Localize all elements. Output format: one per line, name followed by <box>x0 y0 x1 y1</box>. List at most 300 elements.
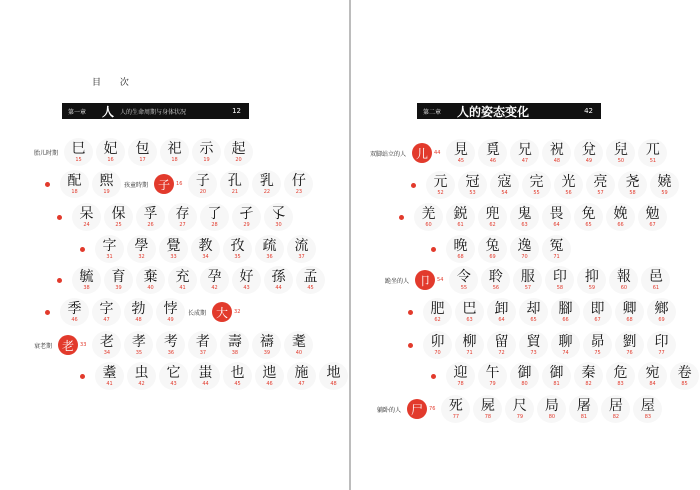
character-entry[interactable] <box>128 138 157 166</box>
row-bullet <box>57 215 62 220</box>
character-page-number: 43 <box>243 284 250 291</box>
character-entry[interactable] <box>264 203 293 231</box>
character-entry[interactable] <box>510 235 539 263</box>
character-entry[interactable] <box>296 266 325 294</box>
character-entry[interactable] <box>519 331 548 359</box>
character-entry[interactable] <box>601 395 630 423</box>
character-entry[interactable] <box>127 235 156 263</box>
character-glyph: 地 <box>326 364 341 381</box>
character-entry[interactable] <box>319 362 348 390</box>
character-entry[interactable] <box>638 203 667 231</box>
character-page-number: 51 <box>649 157 657 164</box>
character-page-number: 58 <box>629 189 636 196</box>
character-glyph: 御 <box>549 364 564 381</box>
character-glyph: 即 <box>590 300 605 317</box>
character-entry[interactable] <box>160 138 189 166</box>
character-glyph: 字 <box>102 237 117 254</box>
character-entry[interactable] <box>569 395 598 423</box>
character-page-number: 62 <box>489 221 496 228</box>
character-page-number: 73 <box>530 349 537 356</box>
chapter-number: 第二章 <box>423 108 442 116</box>
character-page-number: 74 <box>562 349 569 356</box>
character-entry[interactable] <box>577 266 606 294</box>
character-entry[interactable] <box>473 395 502 423</box>
character-entry[interactable] <box>223 235 252 263</box>
character-entry[interactable] <box>446 362 475 390</box>
character-entry[interactable] <box>633 395 662 423</box>
character-entry[interactable] <box>545 266 574 294</box>
character-entry[interactable] <box>64 138 93 166</box>
character-glyph: 冤 <box>549 237 564 254</box>
character-glyph: 勉 <box>645 205 660 222</box>
character-glyph: 起 <box>231 140 246 157</box>
character-entry[interactable] <box>136 203 165 231</box>
character-entry[interactable] <box>95 362 124 390</box>
character-page-number: 60 <box>425 221 432 228</box>
character-page-number: 46 <box>489 157 497 164</box>
character-page-number: 34 <box>103 349 111 356</box>
character-page-number: 49 <box>585 157 593 164</box>
character-entry[interactable] <box>188 170 217 198</box>
character-page-number: 67 <box>649 221 656 228</box>
character-entry[interactable] <box>537 395 566 423</box>
character-entry[interactable] <box>188 331 217 359</box>
character-page-number: 16 <box>107 156 114 163</box>
character-page-number: 37 <box>199 349 207 356</box>
character-entry[interactable] <box>609 266 638 294</box>
character-page-number: 35 <box>135 349 143 356</box>
character-page-number: 43 <box>170 380 177 387</box>
character-entry[interactable] <box>542 235 571 263</box>
character-page-number: 48 <box>135 316 142 323</box>
character-entry[interactable] <box>542 362 571 390</box>
character-page-number: 15 <box>75 156 82 163</box>
character-glyph: 晚 <box>453 237 468 254</box>
character-page-number: 65 <box>585 221 592 228</box>
character-entry[interactable] <box>487 298 516 326</box>
character-page-number: 27 <box>179 221 186 228</box>
character-glyph: 考 <box>163 333 178 350</box>
character-glyph: 娩 <box>613 205 628 222</box>
section-page-number: 44 <box>434 150 441 156</box>
character-entry[interactable] <box>647 298 676 326</box>
character-entry[interactable] <box>232 203 261 231</box>
character-glyph: 疏 <box>262 237 277 254</box>
character-page-number: 47 <box>298 380 305 387</box>
section-page-number: 33 <box>80 342 87 348</box>
character-entry[interactable] <box>284 170 313 198</box>
character-page-number: 68 <box>457 253 464 260</box>
character-entry[interactable] <box>551 298 580 326</box>
character-entry[interactable] <box>478 203 507 231</box>
character-page-number: 40 <box>295 349 303 356</box>
character-entry[interactable] <box>647 331 676 359</box>
character-page-number: 69 <box>658 316 665 323</box>
character-entry[interactable] <box>72 203 101 231</box>
section-label: 跪坐的人 <box>385 277 410 285</box>
character-glyph: 孫 <box>271 268 286 285</box>
character-entry[interactable] <box>542 203 571 231</box>
character-entry[interactable] <box>287 362 316 390</box>
character-glyph: 兄 <box>517 141 532 158</box>
character-page-number: 33 <box>170 253 177 260</box>
character-entry[interactable] <box>264 266 293 294</box>
character-glyph: 迎 <box>453 364 468 381</box>
character-page-number: 67 <box>594 316 601 323</box>
character-glyph: 孜 <box>230 237 245 254</box>
character-page-number: 20 <box>199 188 207 195</box>
character-entry[interactable] <box>606 139 635 167</box>
character-entry[interactable] <box>606 203 635 231</box>
character-glyph: 兀 <box>645 141 660 158</box>
character-row <box>431 235 574 263</box>
character-entry[interactable] <box>574 203 603 231</box>
character-entry[interactable] <box>510 362 539 390</box>
character-glyph: 抑 <box>584 268 599 285</box>
character-glyph: 者 <box>195 333 210 350</box>
character-entry[interactable] <box>455 331 484 359</box>
section-page-number: 16 <box>176 181 183 187</box>
character-page-number: 85 <box>681 380 688 387</box>
character-entry[interactable] <box>124 331 153 359</box>
character-entry[interactable] <box>455 298 484 326</box>
character-entry[interactable] <box>127 362 156 390</box>
section-label: 长成期 <box>188 309 207 317</box>
character-page-number: 21 <box>231 188 239 195</box>
character-page-number: 83 <box>644 413 652 420</box>
character-entry[interactable] <box>446 235 475 263</box>
character-entry[interactable] <box>458 171 487 199</box>
character-entry[interactable] <box>449 266 478 294</box>
character-entry[interactable] <box>95 235 124 263</box>
character-entry[interactable] <box>414 203 443 231</box>
character-row <box>45 298 246 326</box>
character-page-number: 69 <box>489 253 496 260</box>
character-page-number: 70 <box>434 349 441 356</box>
character-glyph: 兌 <box>581 141 596 158</box>
character-entry[interactable] <box>159 235 188 263</box>
character-page-number: 22 <box>263 188 271 195</box>
character-entry[interactable] <box>92 298 121 326</box>
character-page-number: 19 <box>103 188 110 195</box>
character-entry[interactable] <box>192 138 221 166</box>
character-entry[interactable] <box>423 298 452 326</box>
character-page-number: 36 <box>266 253 273 260</box>
section-page-number: 54 <box>437 277 444 283</box>
character-glyph: 孚 <box>143 205 158 222</box>
character-page-number: 70 <box>521 253 528 260</box>
character-page-number: 30 <box>275 221 282 228</box>
character-entry[interactable] <box>124 298 153 326</box>
character-page-number: 81 <box>580 413 588 420</box>
character-entry[interactable] <box>519 298 548 326</box>
character-entry[interactable] <box>441 395 470 423</box>
character-glyph: 聆 <box>488 268 503 285</box>
row-bullet <box>408 310 413 315</box>
character-entry[interactable] <box>551 331 580 359</box>
character-page-number: 50 <box>617 157 625 164</box>
character-glyph: 兔 <box>485 237 500 254</box>
character-row <box>34 331 316 359</box>
character-entry[interactable] <box>505 395 534 423</box>
character-entry[interactable] <box>513 266 542 294</box>
character-entry[interactable] <box>478 362 507 390</box>
row-bullet <box>411 183 416 188</box>
character-page-number: 38 <box>231 349 239 356</box>
character-glyph: 聊 <box>558 333 573 350</box>
character-glyph: 御 <box>517 364 532 381</box>
character-glyph: 壽 <box>227 333 242 350</box>
character-entry[interactable] <box>446 203 475 231</box>
character-page-number: 18 <box>71 188 78 195</box>
character-glyph: 逸 <box>517 237 532 254</box>
character-entry[interactable] <box>168 266 197 294</box>
character-page-number: 78 <box>484 413 492 420</box>
character-glyph: 印 <box>654 333 669 350</box>
character-glyph: 午 <box>485 364 500 381</box>
section-page-number: 76 <box>429 406 436 412</box>
character-entry[interactable] <box>136 266 165 294</box>
character-glyph: 禱 <box>259 333 274 350</box>
character-glyph: 鄉 <box>654 300 669 317</box>
character-page-number: 56 <box>565 189 572 196</box>
character-entry[interactable] <box>223 362 252 390</box>
character-entry[interactable] <box>60 170 89 198</box>
character-glyph: 柳 <box>462 333 477 350</box>
character-page-number: 35 <box>234 253 241 260</box>
character-entry[interactable] <box>583 298 612 326</box>
character-glyph: 也 <box>230 364 245 381</box>
character-glyph: 完 <box>529 173 544 190</box>
character-glyph: 悖 <box>163 300 178 317</box>
character-row <box>377 395 665 423</box>
character-entry[interactable] <box>478 235 507 263</box>
character-glyph: 孓 <box>271 205 286 222</box>
character-page-number: 39 <box>115 284 122 291</box>
character-page-number: 45 <box>457 157 465 164</box>
character-entry[interactable] <box>255 362 284 390</box>
character-page-number: 63 <box>466 316 473 323</box>
row-bullet <box>80 247 85 252</box>
character-entry[interactable] <box>615 331 644 359</box>
character-row <box>399 203 670 231</box>
character-page-number: 45 <box>234 380 241 387</box>
character-entry[interactable] <box>618 171 647 199</box>
character-glyph: 秦 <box>581 364 596 381</box>
character-entry[interactable] <box>284 331 313 359</box>
character-glyph: 熙 <box>99 172 114 189</box>
character-page-number: 41 <box>106 380 113 387</box>
character-entry[interactable] <box>92 170 121 198</box>
character-page-number: 65 <box>530 316 537 323</box>
chapter-page: 42 <box>584 107 593 115</box>
character-entry[interactable] <box>426 171 455 199</box>
character-entry[interactable] <box>104 203 133 231</box>
row-bullet <box>399 215 404 220</box>
character-page-number: 42 <box>211 284 218 291</box>
section-label: 胎儿时期 <box>34 149 59 157</box>
character-row <box>80 362 349 390</box>
character-glyph: 棄 <box>143 268 158 285</box>
character-entry[interactable] <box>200 203 229 231</box>
character-entry[interactable] <box>583 331 612 359</box>
character-glyph: 學 <box>134 237 149 254</box>
character-entry[interactable] <box>423 331 452 359</box>
character-entry[interactable] <box>650 171 679 199</box>
character-entry[interactable] <box>510 203 539 231</box>
character-page-number: 46 <box>266 380 273 387</box>
character-entry[interactable] <box>156 298 185 326</box>
character-entry[interactable] <box>522 171 551 199</box>
character-entry[interactable] <box>670 362 699 390</box>
right-page <box>351 0 700 490</box>
toc-title: 目 次 <box>92 78 137 88</box>
character-row <box>408 331 679 359</box>
character-glyph: 邑 <box>648 268 663 285</box>
character-glyph: 呆 <box>79 205 94 222</box>
character-page-number: 82 <box>585 380 592 387</box>
character-page-number: 59 <box>588 284 596 291</box>
character-page-number: 34 <box>202 253 209 260</box>
character-entry[interactable] <box>168 203 197 231</box>
character-page-number: 25 <box>115 221 122 228</box>
character-page-number: 71 <box>466 349 473 356</box>
character-entry[interactable] <box>191 362 220 390</box>
character-glyph: 劉 <box>622 333 637 350</box>
character-entry[interactable] <box>574 139 603 167</box>
character-row <box>370 139 670 167</box>
character-glyph: 育 <box>111 268 126 285</box>
character-glyph: 却 <box>526 300 541 317</box>
character-entry[interactable] <box>481 266 510 294</box>
character-entry[interactable] <box>586 171 615 199</box>
character-page-number: 59 <box>661 189 668 196</box>
character-glyph: 毓 <box>79 268 94 285</box>
character-glyph: 孟 <box>303 268 318 285</box>
character-page-number: 63 <box>521 221 528 228</box>
character-page-number: 60 <box>620 284 628 291</box>
left-page <box>0 0 349 490</box>
character-page-number: 78 <box>457 380 464 387</box>
character-entry[interactable] <box>191 235 220 263</box>
character-page-number: 79 <box>489 380 496 387</box>
chapter-1-banner <box>62 103 249 119</box>
character-glyph: 它 <box>166 364 181 381</box>
row-bullet <box>80 374 85 379</box>
character-page-number: 31 <box>106 253 113 260</box>
character-page-number: 61 <box>457 221 464 228</box>
character-entry[interactable] <box>92 331 121 359</box>
character-entry[interactable] <box>224 138 253 166</box>
character-page-number: 20 <box>235 156 242 163</box>
character-glyph: 流 <box>294 237 309 254</box>
character-entry[interactable] <box>232 266 261 294</box>
character-page-number: 81 <box>553 380 560 387</box>
character-glyph: 巴 <box>462 300 477 317</box>
character-entry[interactable] <box>104 266 133 294</box>
row-bullet <box>431 247 436 252</box>
character-page-number: 84 <box>649 380 656 387</box>
character-entry[interactable] <box>554 171 583 199</box>
character-entry[interactable] <box>606 362 635 390</box>
character-page-number: 57 <box>597 189 604 196</box>
character-entry[interactable] <box>156 331 185 359</box>
character-page-number: 19 <box>203 156 210 163</box>
character-entry[interactable] <box>510 139 539 167</box>
character-entry[interactable] <box>200 266 229 294</box>
row-bullet <box>45 182 50 187</box>
character-entry[interactable] <box>255 235 284 263</box>
character-page-number: 68 <box>626 316 633 323</box>
character-page-number: 39 <box>263 349 271 356</box>
character-entry[interactable] <box>641 266 670 294</box>
character-glyph: 祝 <box>549 141 564 158</box>
character-page-number: 62 <box>434 316 441 323</box>
character-entry[interactable] <box>60 298 89 326</box>
character-glyph: 祀 <box>167 140 182 157</box>
character-glyph: 腳 <box>558 300 573 317</box>
character-row <box>57 203 296 231</box>
character-entry[interactable] <box>487 331 516 359</box>
character-page-number: 55 <box>533 189 540 196</box>
character-entry[interactable] <box>574 362 603 390</box>
character-glyph: 貿 <box>526 333 541 350</box>
character-entry[interactable] <box>159 362 188 390</box>
character-glyph: 巳 <box>71 140 86 157</box>
character-glyph: 宛 <box>645 364 660 381</box>
chapter-2-banner <box>417 103 601 119</box>
character-page-number: 80 <box>548 413 556 420</box>
character-glyph: 子 <box>195 172 210 189</box>
character-page-number: 18 <box>171 156 178 163</box>
character-page-number: 32 <box>138 253 145 260</box>
character-glyph: 卷 <box>677 364 692 381</box>
character-entry[interactable] <box>638 362 667 390</box>
character-entry[interactable] <box>287 235 316 263</box>
row-bullet <box>57 278 62 283</box>
character-entry[interactable] <box>615 298 644 326</box>
character-entry[interactable] <box>638 139 667 167</box>
character-entry[interactable] <box>252 170 281 198</box>
character-glyph: 屍 <box>480 397 495 414</box>
character-glyph: 兒 <box>613 141 628 158</box>
character-page-number: 45 <box>307 284 314 291</box>
character-glyph: 施 <box>294 364 309 381</box>
chapter-page: 12 <box>232 107 241 115</box>
character-page-number: 23 <box>295 188 303 195</box>
character-entry[interactable] <box>490 171 519 199</box>
character-glyph: 印 <box>552 268 567 285</box>
character-glyph: 覓 <box>485 141 500 158</box>
character-glyph: 迆 <box>262 364 277 381</box>
character-glyph: 字 <box>99 300 114 317</box>
character-glyph: 仔 <box>291 172 306 189</box>
character-entry[interactable] <box>542 139 571 167</box>
character-entry[interactable] <box>220 170 249 198</box>
character-glyph: 包 <box>135 140 150 157</box>
character-entry[interactable] <box>446 139 475 167</box>
character-entry[interactable] <box>220 331 249 359</box>
character-entry[interactable] <box>478 139 507 167</box>
character-entry[interactable] <box>96 138 125 166</box>
character-page-number: 82 <box>612 413 620 420</box>
character-glyph: 配 <box>67 172 82 189</box>
character-page-number: 76 <box>626 349 633 356</box>
character-page-number: 42 <box>138 380 145 387</box>
character-entry[interactable] <box>252 331 281 359</box>
character-glyph: 居 <box>608 397 623 414</box>
character-entry[interactable] <box>72 266 101 294</box>
